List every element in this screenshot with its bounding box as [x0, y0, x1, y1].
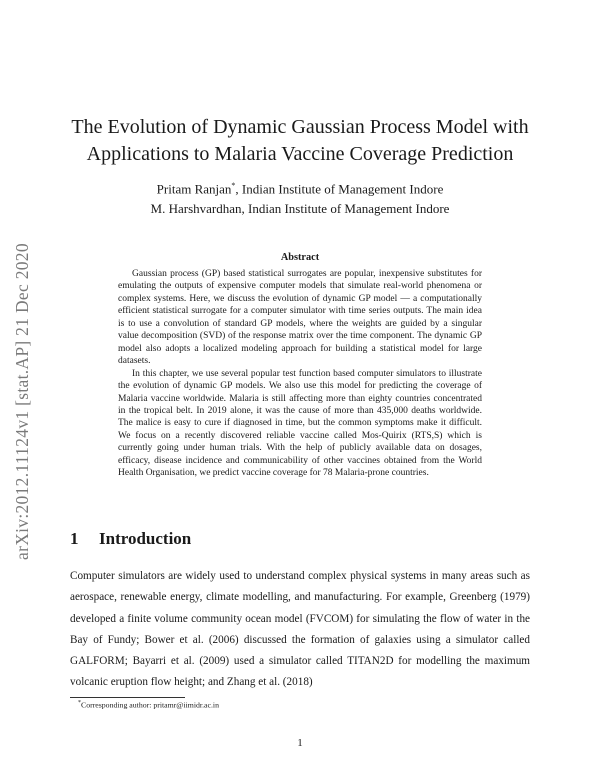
- arxiv-identifier-stamp: arXiv:2012.11124v1 [stat.AP] 21 Dec 2020: [12, 243, 32, 560]
- corresponding-author-mark: *: [231, 181, 236, 190]
- footnote-rule: [70, 697, 185, 698]
- abstract-paragraph-2: In this chapter, we use several popular test function based computer simulators to illustrate the evolution of dynamic GP models. We also use this model for predicting the coverage of Malaria vaccine worldwide. Malaria is still affecting more than eighty countries concentrated in the tropical belt. In 2019 alone, it was the cause of more than 435,000 deaths worldwide. The malice is easy to cure if diagnosed in time, but the common symptoms make it difficult. We focus on a recently discovered reliable vaccine called Mos-Quirix (RTS,S) which is currently going under human trials. With the help of publicly available data on dosages, efficacy, disease incidence and communicability of other vaccines obtained from the World Health Organisation, we predict vaccine coverage for 78 Malaria-prone countries.: [118, 368, 482, 479]
- abstract-heading: Abstract: [280, 252, 320, 263]
- footnote-text: Corresponding author: pritamr@iimidr.ac.in: [81, 700, 219, 710]
- abstract-paragraph-1: Gaussian process (GP) based statistical surrogates are popular, inexpensive substitutes for emulating the outputs of expensive computer models that simulate real-world phenomena or complex systems. Here, we discuss the evolution of dynamic GP model — a computationally efficient statistical surrogate for a computer simulator with time series outputs. The main idea is to use a convolution of standard GP models, where the weights are guided by a singular value decomposition (SVD) of the response matrix over the time component. The dynamic GP model also adopts a localized modeling approach for building a statistical model for large datasets.: [118, 269, 482, 367]
- author-1-name: Pritam Ranjan: [156, 181, 232, 197]
- author-block: [60, 176, 540, 219]
- title-line-2: Applications to Malaria Vaccine Coverage Prediction: [86, 143, 514, 165]
- footnote: [78, 700, 219, 710]
- section-heading-introduction: [70, 529, 191, 549]
- author-line-2: M. Harshvardhan, Indian Institute of Management Indore: [150, 201, 450, 217]
- title-line-1: The Evolution of Dynamic Gaussian Process Model with: [71, 116, 529, 138]
- introduction-paragraph-1: Computer simulators are widely used to understand complex physical systems in many areas such as aerospace, renewable energy, climate modelling, and manufacturing. For example, Greenberg (1979) developed a finite volume community ocean model (FVCOM) for simulating the flow of water in the Bay of Fundy; Bower et al. (2006) discussed the formation of galaxies using a simulator called GALFORM; Bayarri et al. (2009) used a simulator called TITAN2D for modelling the maximum volcanic eruption flow height; and Zhang et al. (2018): [70, 570, 530, 689]
- footnote-mark: *: [78, 700, 81, 706]
- author-line-1: [60, 176, 540, 199]
- section-number: 1: [70, 529, 79, 548]
- author-1-affiliation: , Indian Institute of Management Indore: [235, 181, 444, 197]
- abstract-body: [118, 268, 482, 480]
- paper-title: [60, 114, 540, 168]
- page-number: 1: [297, 737, 303, 749]
- section-title: Introduction: [99, 529, 192, 548]
- introduction-body: [70, 566, 530, 694]
